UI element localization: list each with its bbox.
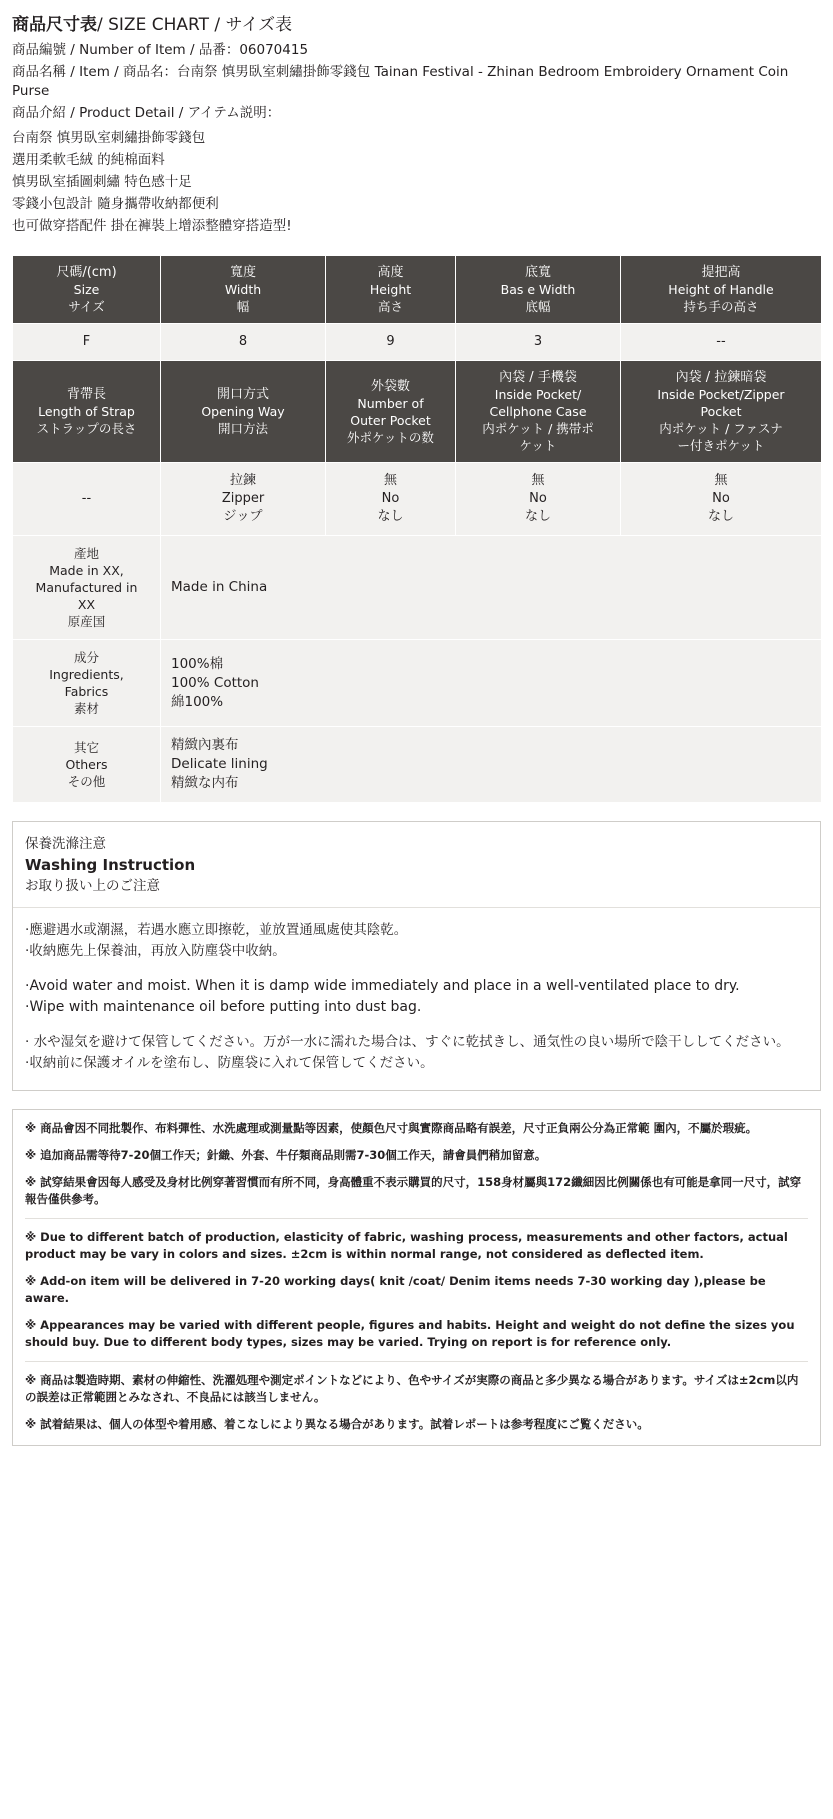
td-handle-height-value: -- bbox=[621, 324, 822, 361]
detail-line: 零錢小包設計 隨身攜帶收納都便利 bbox=[12, 196, 219, 212]
disclaimer-line: ※ 商品會因不同批製作、布料彈性、水洗處理或測量點等因素，使顏色尺寸與實際商品略有誤差，尺寸正負兩公分為正常範 圍內，不屬於瑕疵。 bbox=[25, 1121, 758, 1135]
page-title bbox=[12, 10, 821, 35]
td-line-cn: 無 bbox=[714, 473, 728, 488]
th-line-en: Number of bbox=[357, 395, 424, 411]
page-title-strong: 商品尺寸表 bbox=[12, 15, 97, 35]
page-title-light: / SIZE CHART / サイズ表 bbox=[97, 15, 293, 35]
th-line-cn: 寬度 bbox=[229, 265, 256, 280]
td-width-value: 8 bbox=[161, 324, 326, 361]
td-line-jp: なし bbox=[377, 509, 404, 524]
washing-instruction-title bbox=[13, 822, 820, 908]
td-line-jp: ジップ bbox=[223, 509, 263, 524]
td-line-cn: 無 bbox=[531, 473, 545, 488]
td-ingredients-value bbox=[161, 640, 822, 727]
th-line-cn: 其它 bbox=[73, 740, 99, 755]
th-line-jp: 底幅 bbox=[525, 299, 551, 314]
disclaimer-group-cn bbox=[25, 1120, 808, 1208]
detail-line: 慎男臥室插圖刺繡 特色感十足 bbox=[12, 174, 192, 190]
th-line-cn: 提把高 bbox=[701, 265, 741, 280]
td-line-en: 100% Cotton bbox=[171, 674, 259, 691]
divider bbox=[25, 1361, 808, 1362]
th-handle-height bbox=[621, 256, 822, 324]
washing-line: ·Avoid water and moist. When it is damp wide immediately and place in a well-ventilated place to dry. bbox=[25, 978, 740, 994]
washing-instruction-box bbox=[12, 821, 821, 1091]
product-detail-label: 商品介紹 / Product Detail / アイテム説明： bbox=[12, 105, 281, 121]
washing-group-en bbox=[25, 976, 808, 1018]
header-block bbox=[0, 0, 833, 241]
th-line-en: Length of Strap bbox=[38, 404, 135, 419]
th-line-en: Width bbox=[224, 282, 262, 297]
td-strap-length-value bbox=[13, 463, 161, 536]
td-height-value: 9 bbox=[326, 324, 456, 361]
th-line-cn: 高度 bbox=[377, 265, 404, 280]
th-line-cn: 開口方式 bbox=[216, 387, 269, 402]
th-line-en: Opening Way bbox=[201, 404, 285, 419]
th-line-en: Size bbox=[73, 282, 100, 297]
th-line-en2: Pocket bbox=[700, 404, 742, 419]
th-line-jp: 原産国 bbox=[67, 614, 106, 629]
td-size-value: F bbox=[13, 324, 161, 361]
td-outer-pocket-value bbox=[326, 463, 456, 536]
washing-title-jp: お取り扱い上のご注意 bbox=[25, 878, 160, 894]
th-line-jp: サイズ bbox=[68, 299, 105, 314]
td-base-width-value: 3 bbox=[456, 324, 621, 361]
th-line-jp2: ケット bbox=[519, 438, 557, 453]
th-line-en2: Fabrics bbox=[64, 684, 109, 699]
washing-group-cn bbox=[25, 920, 808, 962]
th-inside-pocket-cellphone bbox=[456, 361, 621, 463]
th-line-en: Height bbox=[369, 282, 412, 297]
th-line-cn: 背帶長 bbox=[66, 387, 106, 402]
washing-group-jp bbox=[25, 1032, 808, 1074]
disclaimer-line: ※ 試穿結果會因每人感受及身材比例穿著習慣而有所不同，身高體重不表示購買的尺寸，158身材屬與172纖細因比例關係也有可能是拿同一尺寸，試穿報告僅供參考。 bbox=[25, 1175, 802, 1206]
th-size bbox=[13, 256, 161, 324]
td-line-en: Made in China bbox=[171, 579, 268, 595]
td-line-jp: なし bbox=[524, 509, 551, 524]
th-line-en3: XX bbox=[77, 597, 96, 612]
th-line-cn: 產地 bbox=[73, 546, 99, 561]
th-line-cn: 尺碼/(cm) bbox=[56, 265, 117, 280]
disclaimer-line: ※ Due to different batch of production, elasticity of fabric, washing process, measurements and other factors, actual product may be vary in colors and sizes. ±2cm is within normal range, not considered as deflected item. bbox=[25, 1230, 788, 1261]
th-line-en2: Outer Pocket bbox=[350, 412, 431, 428]
washing-title-cn: 保養洗滌注意 bbox=[25, 836, 106, 852]
table-header-row bbox=[13, 256, 822, 324]
th-line-en: Height of Handle bbox=[668, 282, 774, 297]
td-opening-way-value bbox=[161, 463, 326, 536]
th-height bbox=[326, 256, 456, 324]
th-line-jp: 内ポケット / ファスナ bbox=[659, 421, 783, 436]
th-line-en2: Manufactured in bbox=[35, 580, 138, 595]
th-line-cn: 成分 bbox=[73, 650, 99, 665]
td-line-cn: 精緻內裏布 bbox=[171, 737, 239, 753]
td-line-cn: 無 bbox=[383, 473, 397, 488]
disclaimer-line: ※ Add-on item will be delivered in 7-20 working days( knit /coat/ Denim items needs 7-30 working day ),please be aware. bbox=[25, 1274, 766, 1305]
th-opening-way bbox=[161, 361, 326, 463]
th-inside-pocket-zipper bbox=[621, 361, 822, 463]
td-line-cn: 拉鍊 bbox=[229, 473, 256, 488]
th-line-en: Inside Pocket/ bbox=[494, 387, 582, 402]
th-line-en: Inside Pocket/Zipper bbox=[657, 387, 785, 402]
washing-line: ·收納應先上保養油，再放入防塵袋中收納。 bbox=[25, 943, 286, 959]
disclaimer-line: ※ 追加商品需等待7-20個工作天；針織、外套、牛仔類商品則需7-30個工作天，請會員們稍加留意。 bbox=[25, 1148, 547, 1162]
th-line-en2: Cellphone Case bbox=[489, 404, 587, 419]
table-row bbox=[13, 640, 822, 727]
td-inside-pocket-cellphone-value bbox=[456, 463, 621, 536]
detail-line: 選用柔軟毛絨 的純棉面料 bbox=[12, 152, 165, 168]
disclaimer-group-en bbox=[25, 1229, 808, 1351]
td-others-value bbox=[161, 727, 822, 803]
th-line-jp: 素材 bbox=[73, 701, 99, 716]
th-line-en: Bas e Width bbox=[500, 282, 576, 297]
disclaimer-group-jp bbox=[25, 1372, 808, 1433]
th-base-width bbox=[456, 256, 621, 324]
td-line-cn: 100%棉 bbox=[171, 655, 224, 672]
th-width bbox=[161, 256, 326, 324]
th-line-jp: 外ポケットの数 bbox=[347, 429, 434, 445]
washing-instruction-body bbox=[13, 908, 820, 1090]
th-line-cn: 外袋數 bbox=[370, 378, 410, 394]
size-chart-table bbox=[12, 255, 822, 803]
th-line-jp2: ー付きポケット bbox=[677, 438, 765, 453]
th-line-jp: 高さ bbox=[377, 299, 403, 314]
disclaimer-line: ※ Appearances may be varied with different people, figures and habits. Height and weight do not define the sizes you should buy. Due to different body types, sizes may be varied. Trying on report is for reference only. bbox=[25, 1318, 795, 1349]
td-line-jp: なし bbox=[707, 509, 734, 524]
washing-title-en: Washing Instruction bbox=[25, 856, 196, 874]
table-row bbox=[13, 727, 822, 803]
detail-line: 也可做穿搭配件 掛在褲裝上增添整體穿搭造型! bbox=[12, 218, 292, 234]
item-number-line: 商品編號 / Number of Item / 品番：06070415 bbox=[12, 42, 309, 58]
td-line-en: No bbox=[712, 491, 730, 506]
disclaimer-box bbox=[12, 1109, 821, 1446]
td-line-en: Zipper bbox=[221, 491, 265, 506]
washing-line: ·應避遇水或潮濕，若遇水應立即擦乾，並放置通風處使其陰乾。 bbox=[25, 922, 408, 938]
th-line-cn: 內袋 / 拉鍊暗袋 bbox=[675, 370, 767, 385]
disclaimer-line: ※ 商品は製造時期、素材の伸縮性、洗濯処理や測定ポイントなどにより、色やサイズが実際の商品と多少異なる場合があります。サイズは±2cm以内の誤差は正常範囲とみなされ、不良品には該当しません。 bbox=[25, 1373, 799, 1404]
th-line-cn: 內袋 / 手機袋 bbox=[499, 370, 577, 385]
item-name-line: 商品名稱 / Item / 商品名：台南祭 慎男臥室刺繡掛飾零錢包 Tainan Festival - Zhinan Bedroom Embroidery Ornament Coin Purse bbox=[12, 64, 789, 99]
detail-line: 台南祭 慎男臥室刺繡掛飾零錢包 bbox=[12, 130, 206, 146]
td-line-en: No bbox=[529, 491, 547, 506]
th-line-jp: 持ち手の高さ bbox=[683, 299, 759, 314]
th-line-jp: 開口方法 bbox=[217, 421, 268, 436]
washing-line: ·収納前に保護オイルを塗布し、防塵袋に入れて保管してください。 bbox=[25, 1055, 434, 1071]
th-outer-pocket bbox=[326, 361, 456, 463]
td-line-jp: 綿100% bbox=[171, 693, 224, 710]
th-ingredients bbox=[13, 640, 161, 727]
td-line-cn: -- bbox=[81, 491, 92, 506]
th-line-en: Ingredients, bbox=[49, 667, 124, 682]
table-row bbox=[13, 536, 822, 640]
th-made-in bbox=[13, 536, 161, 640]
divider bbox=[25, 1218, 808, 1219]
product-detail-list bbox=[12, 127, 821, 237]
td-inside-pocket-zipper-value bbox=[621, 463, 822, 536]
th-others bbox=[13, 727, 161, 803]
th-line-en: Made in XX, bbox=[49, 563, 124, 578]
th-line-jp: その他 bbox=[67, 774, 106, 789]
th-line-jp: 内ポケット / 携帯ポ bbox=[482, 421, 594, 436]
th-line-jp: 幅 bbox=[236, 299, 250, 314]
washing-line: · 水や湿気を避けて保管してください。万が一水に濡れた場合は、すぐに乾拭きし、通気性の良い場所で陰干ししてください。 bbox=[25, 1034, 790, 1050]
washing-line: ·Wipe with maintenance oil before putting into dust bag. bbox=[25, 999, 422, 1015]
th-strap-length bbox=[13, 361, 161, 463]
td-line-jp: 精緻な内布 bbox=[171, 775, 239, 791]
th-line-jp: ストラップの長さ bbox=[36, 421, 137, 436]
td-made-in-value bbox=[161, 536, 822, 640]
disclaimer-line: ※ 試着結果は、個人の体型や着用感、着こなしにより異なる場合があります。試着レポートは参考程度にご覧ください。 bbox=[25, 1417, 649, 1431]
th-line-en: Others bbox=[65, 757, 108, 772]
td-line-en: No bbox=[381, 491, 400, 506]
table-row bbox=[13, 324, 822, 361]
td-line-en: Delicate lining bbox=[171, 756, 268, 772]
table-header-row bbox=[13, 361, 822, 463]
th-line-cn: 底寬 bbox=[524, 265, 551, 280]
table-row bbox=[13, 463, 822, 536]
